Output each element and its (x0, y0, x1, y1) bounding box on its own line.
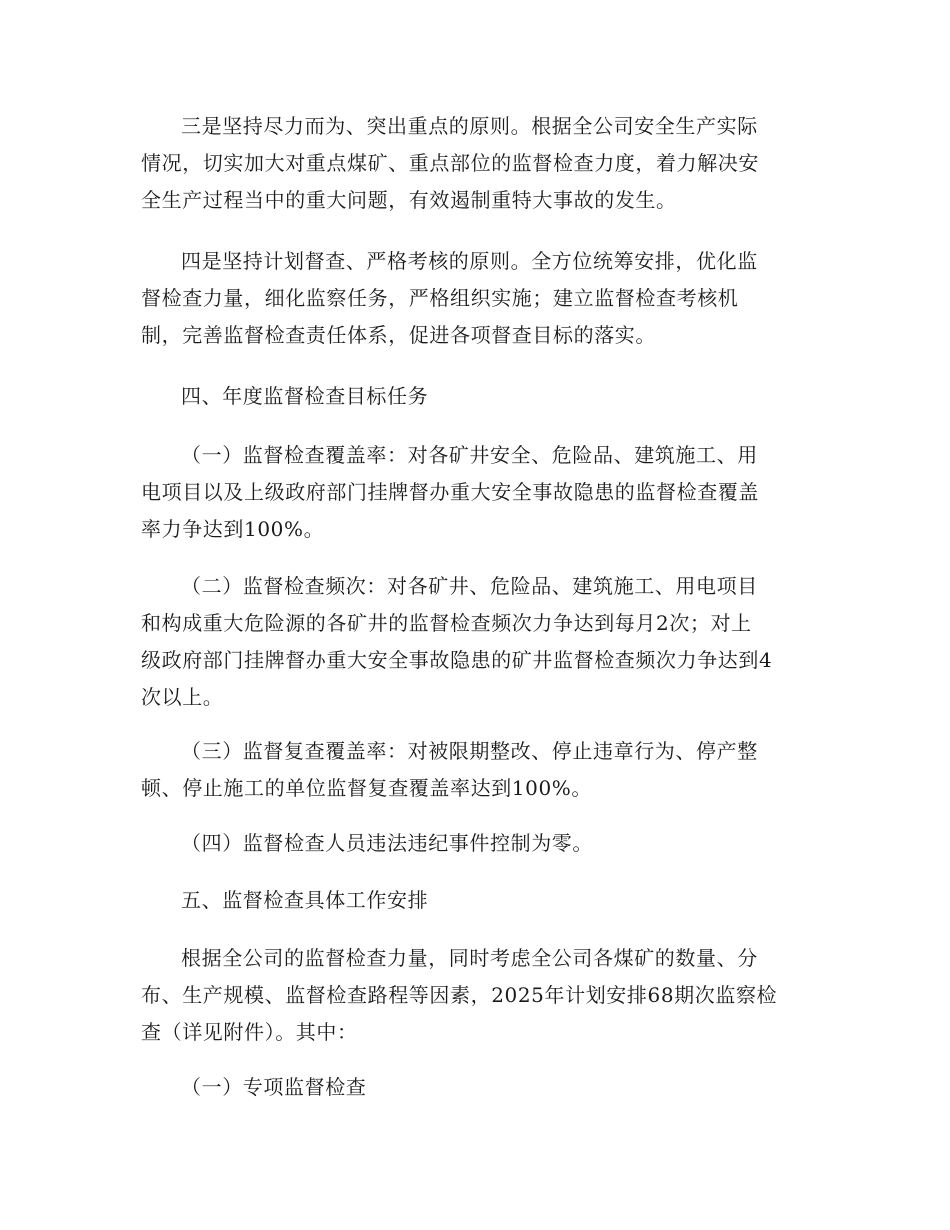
paragraph-principle-3 (141, 108, 811, 219)
paragraph-line: （一）专项监督检查 (181, 1075, 367, 1099)
paragraph-target-1 (141, 437, 811, 548)
paragraph-line: 四、年度监督检查目标任务 (181, 384, 429, 408)
paragraph-line: 级政府部门挂牌督办重大安全事故隐患的矿井监督检查频次力争达到4 (141, 648, 773, 672)
paragraph-line: 布、生产规模、监督检查路程等因素，2025年计划安排68期次监察检 (141, 983, 778, 1007)
paragraph-section-4-heading (141, 378, 811, 415)
paragraph-line: 四是坚持计划督查、严格考核的原则。全方位统筹安排，优化监 (181, 249, 758, 273)
paragraph-special-inspection-heading (141, 1069, 811, 1106)
paragraph-line: 督检查力量，细化监察任务，严格组织实施；建立监督检查考核机 (141, 286, 739, 310)
paragraph-target-3 (141, 733, 811, 807)
paragraph-arrangement (141, 940, 811, 1051)
paragraph-line: 全生产过程当中的重大问题，有效遏制重特大事故的发生。 (141, 188, 677, 212)
paragraph-line: 电项目以及上级政府部门挂牌督办重大安全事故隐患的监督检查覆盖 (141, 480, 759, 504)
paragraph-line: 制，完善监督检查责任体系，促进各项督查目标的落实。 (141, 323, 656, 347)
paragraph-section-5-heading (141, 882, 811, 919)
paragraph-line: 率力争达到100%。 (141, 517, 325, 541)
paragraph-line: （一）监督检查覆盖率：对各矿井安全、危险品、建筑施工、用 (181, 443, 758, 467)
paragraph-line: 和构成重大危险源的各矿井的监督检查频次力争达到每月2次；对上 (141, 611, 752, 635)
paragraph-line: （三）监督复查覆盖率：对被限期整改、停止违章行为、停产整 (181, 739, 758, 763)
paragraph-line: 查（详见附件）。其中： (141, 1020, 358, 1044)
paragraph-line: 顿、停止施工的单位监督复查覆盖率达到100%。 (141, 776, 592, 800)
paragraph-target-2 (141, 568, 811, 716)
paragraph-target-4 (141, 825, 811, 862)
paragraph-line: 情况，切实加大对重点煤矿、重点部位的监督检查力度，着力解决安 (141, 151, 759, 175)
paragraph-line: 三是坚持尽力而为、突出重点的原则。根据全公司安全生产实际 (181, 114, 758, 138)
paragraph-principle-4 (141, 243, 811, 354)
paragraph-line: （四）监督检查人员违法违纪事件控制为零。 (181, 831, 593, 855)
paragraph-line: 次以上。 (141, 685, 224, 709)
paragraph-line: 根据全公司的监督检查力量，同时考虑全公司各煤矿的数量、分 (181, 946, 758, 970)
paragraph-line: 五、监督检查具体工作安排 (181, 888, 429, 912)
paragraph-line: （二）监督检查频次：对各矿井、危险品、建筑施工、用电项目 (181, 574, 758, 598)
